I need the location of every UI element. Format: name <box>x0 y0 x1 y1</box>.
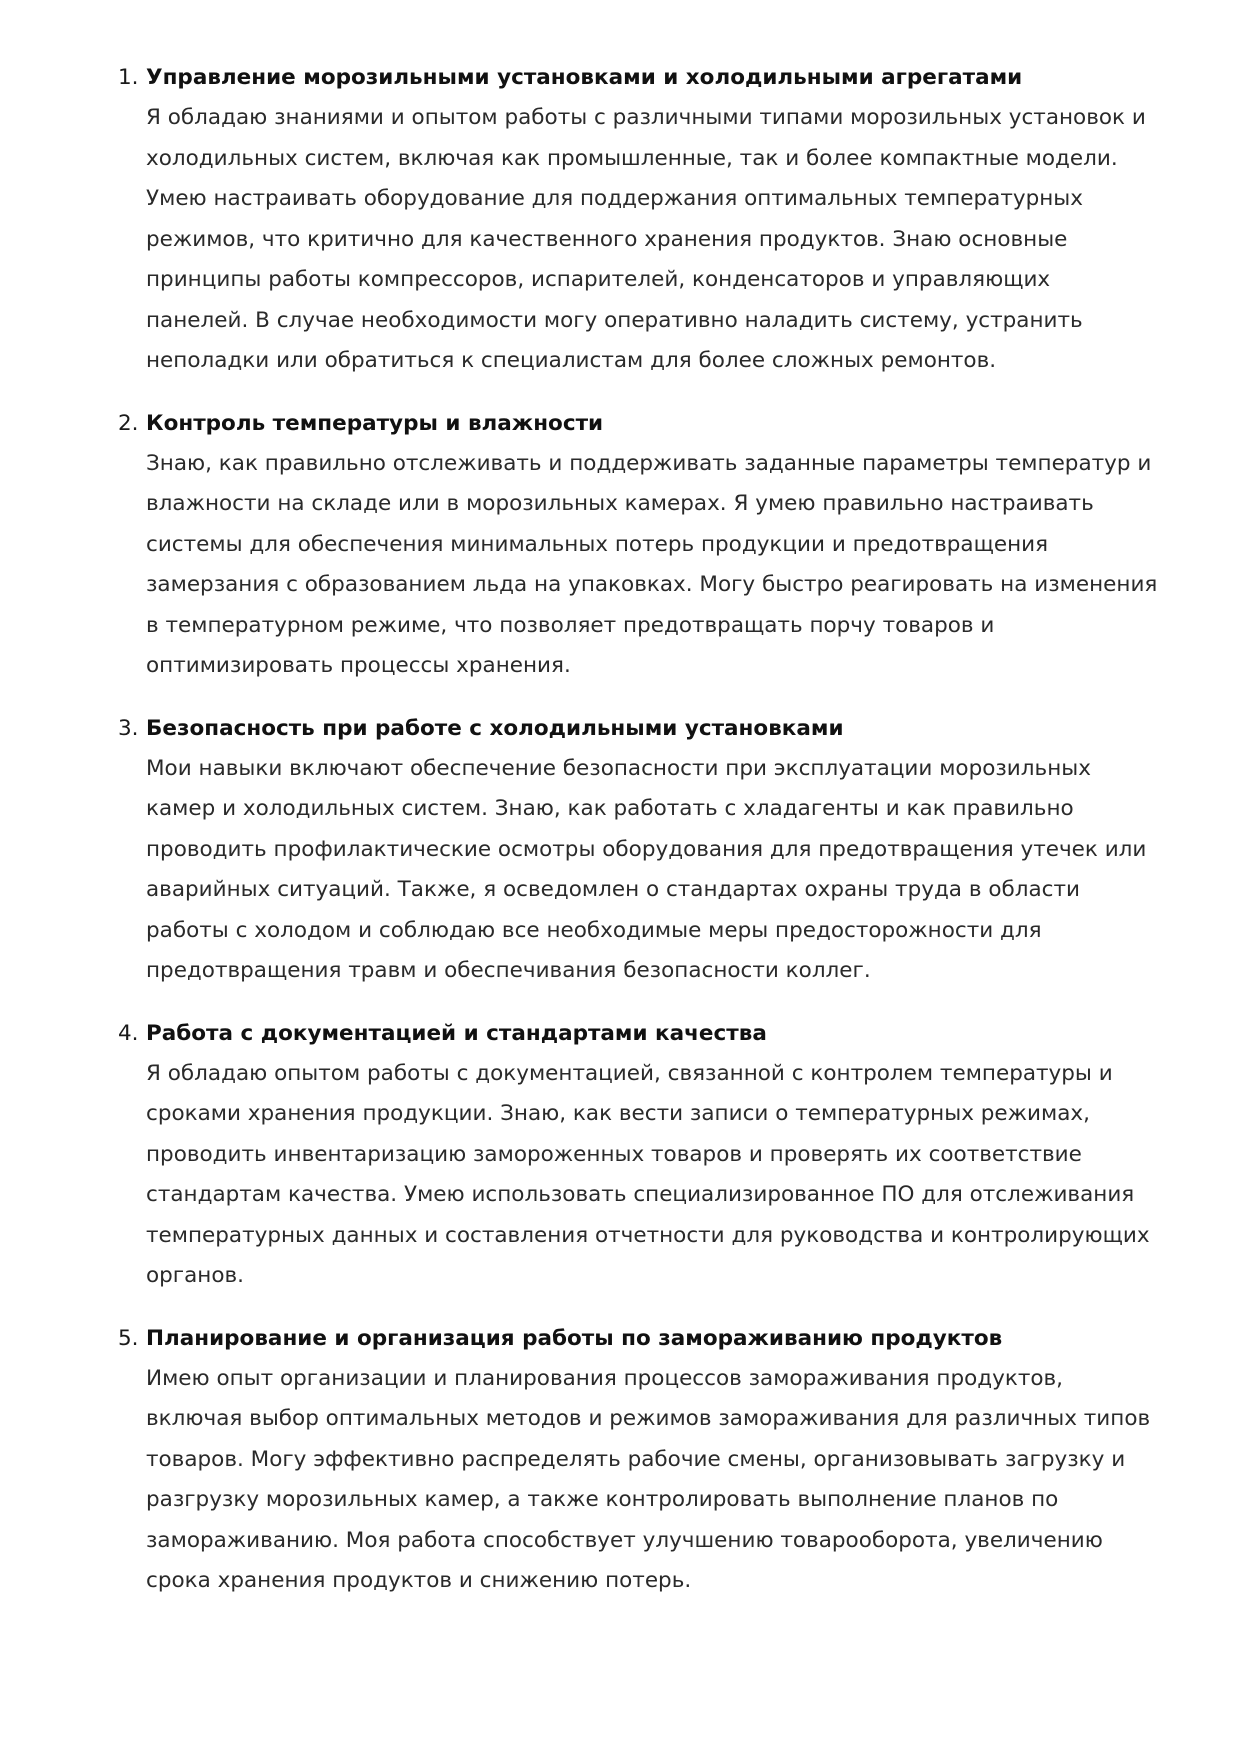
list-item <box>118 709 1158 992</box>
item-text: Мои навыки включают обеспечение безопасности при эксплуатации морозильных камер и холодильных систем. Знаю, как работать с хладагенты и как правильно проводить профилактические осмотры оборудования для предотвращения утечек или аварийных ситуаций. Также, я осведомлен о стандартах охраны труда в области работы с холодом и соблюдаю все необходимые меры предосторожности для предотвращения травм и обеспечивания безопасности коллег. <box>146 755 1147 983</box>
item-text: Я обладаю знаниями и опытом работы с различными типами морозильных установок и холодильных систем, включая как промышленные, так и более компактные модели. Умею настраивать оборудование для поддержания оптимальных температурных режимов, что критично для качественного хранения продуктов. Знаю основные принципы работы компрессоров, испарителей, конденсаторов и управляющих панелей. В случае необходимости могу оперативно наладить систему, устранить неполадки или обратиться к специалистам для более сложных ремонтов. <box>146 105 1146 373</box>
item-number: 5. <box>118 1325 139 1351</box>
list-item <box>118 58 1158 382</box>
item-title: Планирование и организация работы по замораживанию продуктов <box>146 1325 1003 1351</box>
item-number: 1. <box>118 65 139 90</box>
item-number: 2. <box>118 410 139 436</box>
item-title: Работа с документацией и стандартами качества <box>146 1020 767 1046</box>
item-text: Имею опыт организации и планирования процессов замораживания продуктов, включая выбор оптимальных методов и режимов замораживания для различных типов товаров. Могу эффективно распределять рабочие смены, организовывать загрузку и разгрузку морозильных камер, а также контролировать выполнение планов по замораживанию. Моя работа способствует улучшению товарооборота, увеличению срока хранения продуктов и снижению потерь. <box>146 1365 1151 1593</box>
list-item <box>118 1014 1158 1297</box>
item-title: Контроль температуры и влажности <box>146 410 604 436</box>
list-item <box>118 1319 1158 1602</box>
item-title: Управление морозильными установками и холодильными агрегатами <box>146 65 1023 90</box>
skills-list <box>118 58 1158 1624</box>
item-title: Безопасность при работе с холодильными установками <box>146 715 844 741</box>
item-number: 3. <box>118 715 139 741</box>
item-number: 4. <box>118 1020 139 1046</box>
item-text: Я обладаю опытом работы с документацией, связанной с контролем температуры и сроками хранения продукции. Знаю, как вести записи о температурных режимах, проводить инвентаризацию замороженных товаров и проверять их соответствие стандартам качества. Умею использовать специализированное ПО для отслеживания температурных данных и составления отчетности для руководства и контролирующих органов. <box>146 1060 1150 1288</box>
item-text: Знаю, как правильно отслеживать и поддерживать заданные параметры температур и влажности на складе или в морозильных камерах. Я умею правильно настраивать системы для обеспечения минимальных потерь продукции и предотвращения замерзания с образованием льда на упаковках. Могу быстро реагировать на изменения в температурном режиме, что позволяет предотвращать порчу товаров и оптимизировать процессы хранения. <box>146 450 1158 678</box>
list-item <box>118 404 1158 687</box>
